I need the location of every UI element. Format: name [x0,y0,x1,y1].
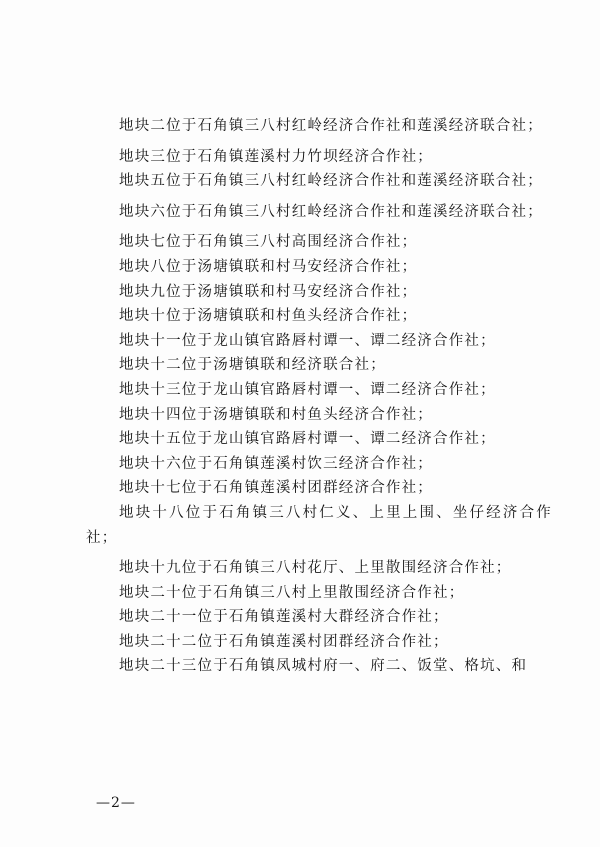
paragraph-plot-6: 地块六位于石角镇三八村红岭经济合作社和莲溪经济联合社； [119,203,543,220]
paragraph-plot-12: 地块十二位于汤塘镇联和经济联合社； [119,357,386,374]
paragraph-plot-3: 地块三位于石角镇莲溪村力竹坝经济合作社； [119,148,433,165]
paragraph-plot-17: 地块十七位于石角镇莲溪村团群经济合作社； [119,480,433,497]
paragraph-plot-9: 地块九位于汤塘镇联和村马安经济合作社； [119,283,418,300]
paragraph-plot-8: 地块八位于汤塘镇联和村马安经济合作社； [119,258,418,275]
paragraph-plot-13: 地块十三位于龙山镇官路唇村谭一、谭二经济合作社； [119,381,496,398]
paragraph-plot-19: 地块十九位于石角镇三八村花厅、上里散围经济合作社； [119,560,512,577]
paragraph-plot-2: 地块二位于石角镇三八村红岭经济合作社和莲溪经济联合社； [119,118,543,134]
paragraph-plot-11: 地块十一位于龙山镇官路唇村谭一、谭二经济合作社； [119,332,496,349]
paragraph-plot-14: 地块十四位于汤塘镇联和村鱼头经济合作社； [119,406,433,423]
paragraph-plot-20: 地块二十位于石角镇三八村上里散围经济合作社； [119,584,465,601]
paragraph-plot-5: 地块五位于石角镇三八村红岭经济合作社和莲溪经济联合社； [119,173,543,190]
paragraph-plot-10: 地块十位于汤塘镇联和村鱼头经济合作社； [119,308,418,325]
paragraph-plot-15: 地块十五位于龙山镇官路唇村谭一、谭二经济合作社； [119,431,496,448]
paragraph-plot-7: 地块七位于石角镇三八村高围经济合作社； [119,234,418,251]
page-number: —2— [96,795,136,811]
paragraph-plot-21: 地块二十一位于石角镇莲溪村大群经济合作社； [119,609,449,626]
paragraph-plot-23: 地块二十三位于石角镇凤城村府一、府二、饭堂、格坑、和 [119,658,528,675]
paragraph-plot-18: 地块十八位于石角镇三八村仁义、上里上围、坐仔经济合作社； [86,504,552,546]
paragraph-plot-16: 地块十六位于石角镇莲溪村饮三经济合作社； [119,455,433,472]
document-body [86,114,552,679]
paragraph-plot-22: 地块二十二位于石角镇莲溪村团群经济合作社； [119,633,449,650]
